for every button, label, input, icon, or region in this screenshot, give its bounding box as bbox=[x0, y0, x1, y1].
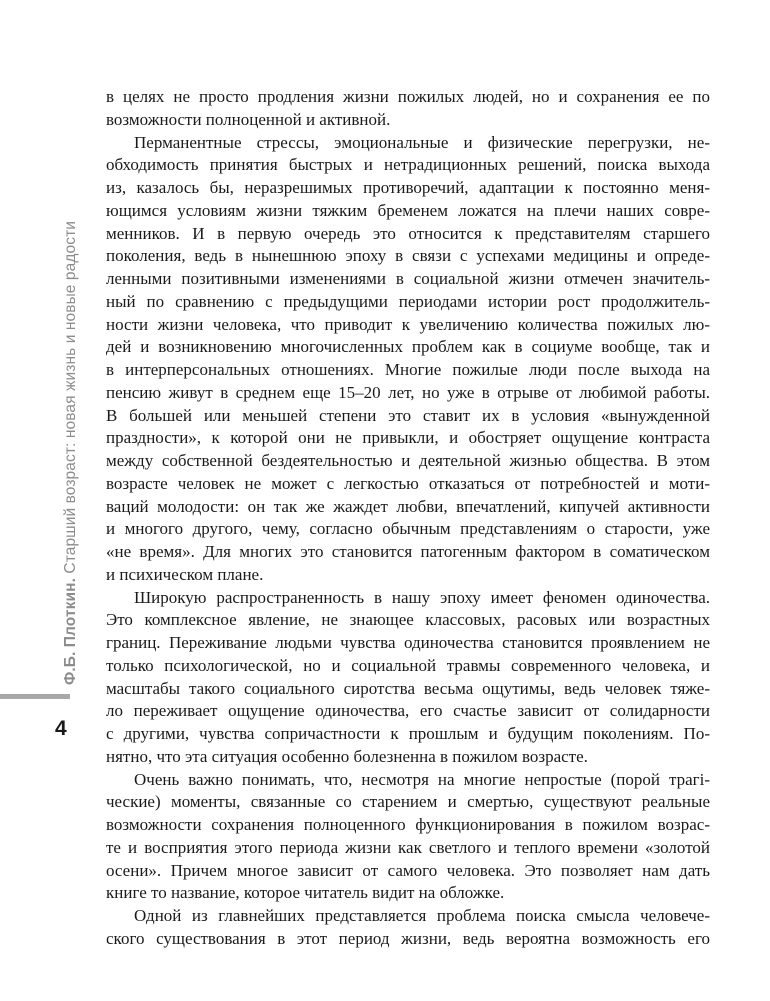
text-line: В большей или меньшей степени это ставит их в условия «вынужденной bbox=[106, 405, 710, 425]
page-number: 4 bbox=[55, 717, 67, 740]
text-line: праздности», к которой они не привыкли, и обостряет ощущение контраста bbox=[106, 428, 710, 448]
text-line: Широкую распространенность в нашу эпоху имеет феномен одиночества. bbox=[134, 587, 710, 607]
text-line: возможности сохранения полноценного функционирования в пожилом возрас- bbox=[106, 815, 710, 834]
text-line: ского существования в этот период жизни, ведь вероятна возможность его bbox=[106, 928, 710, 948]
text-line: Перманентные стрессы, эмоциональные и физические перегрузки, не- bbox=[134, 132, 710, 152]
text-line: масштабы такого социального сиротства весьма ощутимы, ведь человек тяже- bbox=[106, 678, 710, 698]
text-line: ности жизни человека, что приводит к увеличению количества пожилых лю- bbox=[106, 314, 710, 334]
text-line: ленными позитивными изменениями в социальной жизни отмечен значитель- bbox=[106, 269, 710, 288]
running-head-author: Ф.Б. Плоткин. bbox=[62, 578, 79, 685]
text-line: «не время». Для многих это становится патогенным фактором в соматическом bbox=[106, 542, 710, 561]
body-text bbox=[106, 86, 710, 951]
text-line: книге то название, которое читатель видит на обложке. bbox=[106, 883, 505, 903]
text-line: поколения, ведь в нынешнюю эпоху в связи с успехами медицины и опреде- bbox=[106, 246, 710, 266]
text-line: возможности полноценной и активной. bbox=[106, 109, 391, 129]
text-line: границ. Переживание людьми чувства одиночества становится проявлением не bbox=[106, 633, 710, 652]
text-line: и многого другого, чему, согласно обычным представлениям о старости, уже bbox=[106, 519, 710, 539]
text-line: ный по сравнению с предыдущими периодами истории рост продолжитель- bbox=[106, 291, 710, 311]
text-line: осени». Причем многое зависит от самого человека. Это позволяет нам дать bbox=[106, 860, 710, 880]
text-line: Одной из главнейших представляется проблема поиска смысла человече- bbox=[134, 906, 710, 925]
text-line: только психологической, но и социальной травмы современного человека, и bbox=[106, 655, 710, 675]
text-line: ческие) моменты, связанные со старением и смертью, существуют реальные bbox=[106, 792, 710, 812]
text-line: в целях не просто продления жизни пожилых людей, но и сохранения ее по bbox=[106, 87, 710, 106]
text-line: ло переживает ощущение одиночества, его счастье зависит от солидарности bbox=[106, 701, 710, 721]
text-line: и психическом плане. bbox=[106, 564, 264, 584]
text-line: с другими, чувства сопричастности к прошлым и будущим поколениям. По- bbox=[106, 724, 710, 743]
text-line: возрасте человек не может с легкостью отказаться от потребностей и моти- bbox=[106, 473, 710, 493]
text-line: Это комплексное явление, не знающее классовых, расовых или возрастных bbox=[106, 610, 710, 630]
text-line: те и восприятия этого периода жизни как светлого и теплого времени «золотой bbox=[106, 837, 710, 857]
text-line: пенсию живут в среднем еще 15–20 лет, но уже в отрыве от любимой работы. bbox=[106, 382, 710, 402]
text-line: Очень важно понимать, что, несмотря на многие непростые (порой трагі- bbox=[134, 769, 710, 789]
text-line: из, казалось бы, неразрешимых противоречий, адаптации к постоянно меня- bbox=[106, 178, 710, 197]
text-line: дей и возникновению многочисленных проблем как в социуме вообще, так и bbox=[106, 337, 710, 357]
text-line: менников. И в первую очередь это относится к представителям старшего bbox=[106, 223, 710, 243]
text-line: обходимость принятия быстрых и нетрадиционных решений, поиска выхода bbox=[106, 155, 710, 175]
running-head-title: Старший возраст: новая жизнь и новые радости bbox=[62, 220, 79, 574]
text-line: ющимся условиям жизни тяжким бременем ложатся на плечи наших совре- bbox=[106, 200, 710, 220]
text-line: между собственной бездеятельностью и деятельной жизнью общества. В этом bbox=[106, 451, 710, 470]
text-line: ваций молодости: он так же жаждет любви, впечатлений, кипучей активности bbox=[106, 496, 710, 516]
text-line: нятно, что эта ситуация особенно болезненна в пожилом возрасте. bbox=[106, 746, 588, 766]
running-head bbox=[62, 221, 80, 685]
text-line: в интерперсональных отношениях. Многие пожилые люди после выхода на bbox=[106, 360, 710, 379]
running-head-rule bbox=[0, 694, 70, 699]
